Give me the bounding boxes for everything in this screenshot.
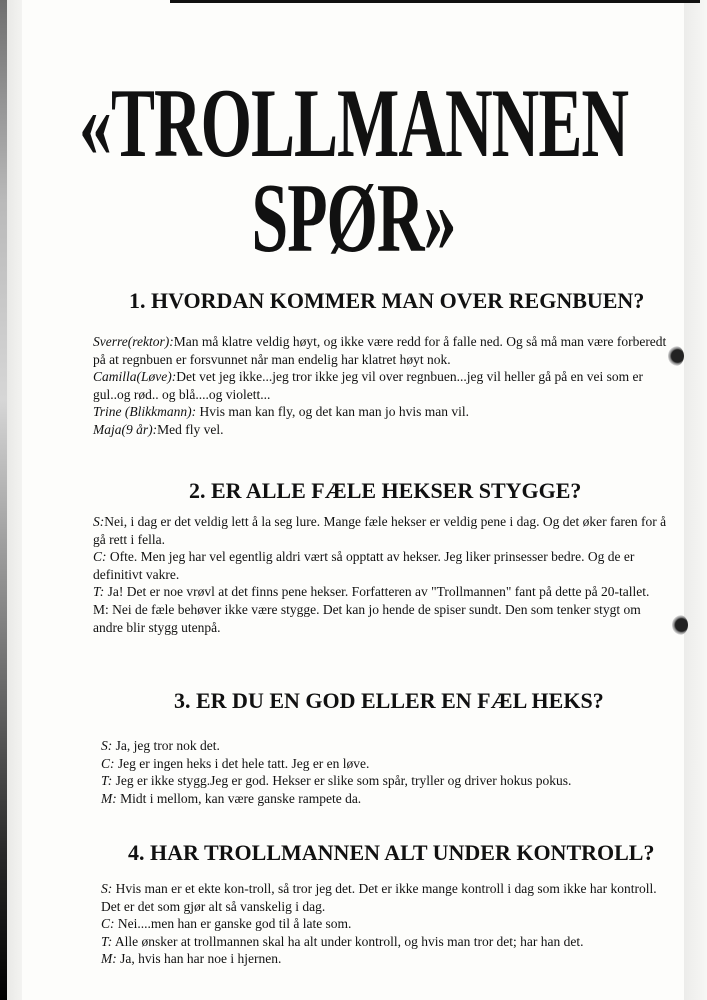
answer-2-1 bbox=[93, 513, 673, 548]
speaker-label: Maja(9 år): bbox=[93, 421, 158, 437]
answer-text: Jeg er ikke stygg.Jeg er god. Hekser er slike som spår, tryller og driver hokus pokus. bbox=[112, 773, 572, 789]
speaker-label: T: bbox=[93, 584, 105, 600]
answer-4-4 bbox=[101, 950, 666, 968]
speaker-label: M: bbox=[101, 790, 117, 806]
question-heading-1: 1. HVORDAN KOMMER MAN OVER REGNBUEN? bbox=[129, 288, 645, 313]
answer-3-4 bbox=[101, 790, 681, 808]
answer-1-4 bbox=[93, 421, 673, 439]
question-heading-2: 2. ER ALLE FÆLE HEKSER STYGGE? bbox=[189, 478, 582, 503]
answers-block-2 bbox=[93, 513, 673, 636]
speaker-label: T: bbox=[101, 773, 113, 789]
answer-text: Jeg er ingen heks i det hele tatt. Jeg er en løve. bbox=[114, 755, 370, 771]
answer-2-3 bbox=[93, 583, 673, 601]
punch-hole-icon bbox=[672, 615, 688, 635]
answer-text: Med fly vel. bbox=[157, 421, 224, 437]
page-title-line-1: «TROLLMANNEN bbox=[78, 69, 629, 179]
speaker-label: C: bbox=[93, 549, 107, 565]
answer-text: Hvis man er et ekte kon-troll, så tror jeg det. Det er ikke mange kontroll i dag som ikke har kontroll. Det er det som gjør alt så vanskelig i dag. bbox=[101, 881, 657, 914]
answer-1-1 bbox=[93, 333, 673, 368]
answer-text: Nei, i dag er det veldig lett å la seg lure. Mange fæle hekser er veldig pene i dag. Og det øker faren for å gå rett i fella. bbox=[93, 514, 667, 547]
answer-3-2 bbox=[101, 755, 681, 773]
answer-1-3 bbox=[93, 403, 673, 421]
answer-4-3 bbox=[101, 933, 666, 951]
speaker-label: Trine (Blikkmann): bbox=[93, 404, 197, 420]
speaker-label: C: bbox=[101, 755, 115, 771]
answer-3-3 bbox=[101, 772, 681, 790]
speaker-label: S: bbox=[93, 514, 105, 529]
answer-text: Hvis man kan fly, og det kan man jo hvis man vil. bbox=[196, 404, 469, 420]
page-title-line-2: SPØR» bbox=[251, 164, 456, 274]
answer-4-1 bbox=[101, 880, 666, 915]
answer-text: Man må klatre veldig høyt, og ikke være redd for å falle ned. Og så må man være forberedt på at regnbuen er forsvunnet når man endelig har klatret høyt nok. bbox=[93, 334, 667, 367]
answer-4-2 bbox=[101, 915, 666, 933]
answer-text: Nei....men han er ganske god til å late som. bbox=[114, 916, 352, 932]
top-rule bbox=[170, 0, 700, 3]
answers-block-1 bbox=[93, 333, 673, 439]
answer-1-2 bbox=[93, 368, 673, 403]
answer-text: Det vet jeg ikke...jeg tror ikke jeg vil over regnbuen...jeg vil heller gå på en vei som er gul..og rød.. og blå....og violett... bbox=[93, 369, 643, 402]
answer-text: Ofte. Men jeg har vel egentlig aldri vært så opptatt av hekser. Jeg liker prinsesser bedre. Og de er definitivt vakre. bbox=[93, 549, 635, 582]
answers-block-3 bbox=[101, 737, 681, 807]
answer-3-1 bbox=[101, 737, 681, 755]
speaker-label: C: bbox=[101, 916, 115, 932]
speaker-label: M: bbox=[101, 951, 117, 967]
speaker-label: S: bbox=[101, 738, 113, 753]
punch-hole-icon bbox=[668, 346, 684, 366]
speaker-label: S: bbox=[101, 881, 113, 896]
answer-text: Alle ønsker at trollmannen skal ha alt under kontroll, og hvis man tror det; har han det. bbox=[112, 933, 584, 949]
answer-text: Ja! Det er noe vrøvl at det finns pene hekser. Forfatteren av "Trollmannen" fant på dette på 20-tallet. bbox=[104, 584, 650, 600]
speaker-label: T: bbox=[101, 933, 113, 949]
speaker-label: Sverre(rektor): bbox=[93, 334, 174, 349]
answer-2-2 bbox=[93, 548, 673, 583]
question-heading-4: 4. HAR TROLLMANNEN ALT UNDER KONTROLL? bbox=[128, 840, 655, 865]
speaker-label: Camilla(Løve): bbox=[93, 369, 177, 385]
answer-text: Ja, jeg tror nok det. bbox=[112, 738, 220, 753]
answers-block-4 bbox=[101, 880, 666, 968]
answer-text: Midt i mellom, kan være ganske rampete da. bbox=[116, 790, 362, 806]
question-heading-3: 3. ER DU EN GOD ELLER EN FÆL HEKS? bbox=[174, 688, 604, 713]
answer-text: M: Nei de fæle behøver ikke være stygge. Det kan jo hende de spiser sundt. Den som tenker stygt om andre blir stygg utenpå. bbox=[93, 601, 641, 635]
answer-text: Ja, hvis han har noe i hjernen. bbox=[116, 951, 282, 967]
answer-2-4 bbox=[93, 601, 673, 636]
